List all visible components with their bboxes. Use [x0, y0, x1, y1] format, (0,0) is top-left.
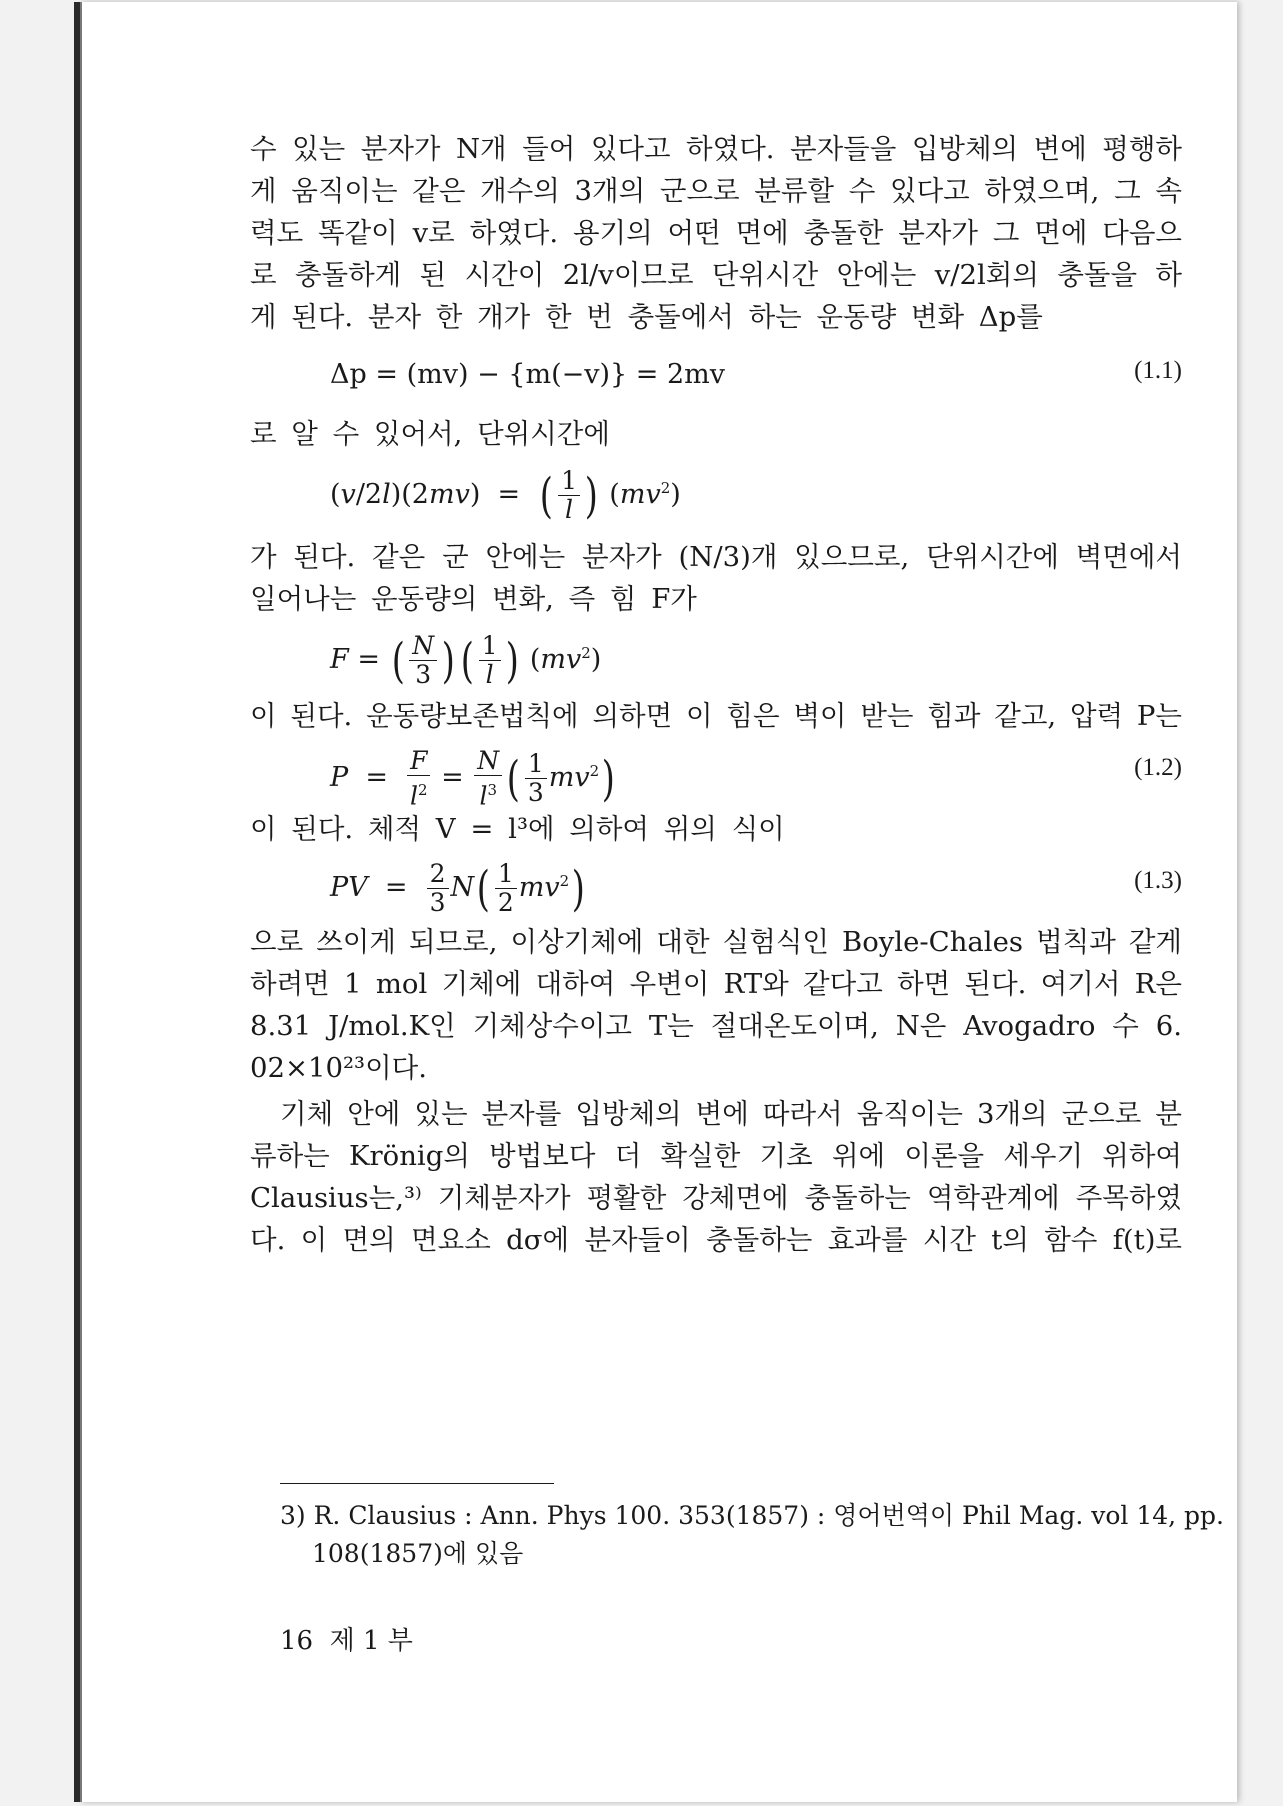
body-line: 력도 똑같이 v로 하였다. 용기의 어떤 면에 충돌한 분자가 그 면에 다음으	[250, 217, 1182, 249]
body-line: 으로 쓰이게 되므로, 이상기체에 대한 실험식인 Boyle-Chales 법칙과 같게	[250, 926, 1182, 958]
equation-momentum-per-time: (v/2l)(2mv) = ( $\frac{1}{l}$ ) $(mv^2)$	[330, 466, 681, 524]
body-line: 8.31 J/mol.K인 기체상수이고 T는 절대온도이며, N은 Avogadro 수 6.	[250, 1010, 1182, 1042]
body-line: 기체 안에 있는 분자를 입방체의 변에 따라서 움직이는 3개의 군으로 분	[280, 1098, 1182, 1130]
body-line: 일어나는 운동량의 변화, 즉 힘 F가	[250, 583, 697, 615]
body-line: 수 있는 분자가 N개 들어 있다고 하였다. 분자들을 입방체의 변에 평행하	[250, 133, 1182, 165]
body-line: Clausius는,³⁾ 기체분자가 평활한 강체면에 충돌하는 역학관계에 주목하였	[250, 1182, 1182, 1214]
body-line: 게 된다. 분자 한 개가 한 번 충돌에서 하는 운동량 변화 Δp를	[250, 301, 1043, 333]
body-line: 게 움직이는 같은 개수의 3개의 군으로 분류할 수 있다고 하였으며, 그 속	[250, 175, 1182, 207]
equation-text: P = $\frac{F}{l^2}$ = $\frac{N}{l^3}$ ( $\frac{1}{3}$ $mv^2$)	[330, 746, 616, 811]
body-line: 하려면 1 mol 기체에 대하여 우변이 RT와 같다고 하면 된다. 여기서 R은	[250, 968, 1182, 1000]
body-line: 로 알 수 있어서, 단위시간에	[250, 418, 610, 450]
page-footer	[280, 1620, 413, 1657]
equation-number: (1.2)	[1134, 754, 1182, 781]
equation-force: F = ( $\frac{N}{3}$ ) ( $\frac{1}{l}$ ) $(mv^2)$	[330, 631, 602, 689]
body-line: 류하는 Krönig의 방법보다 더 확실한 기초 위에 이론을 세우기 위하여	[250, 1140, 1182, 1172]
body-line: 02×10²³이다.	[250, 1052, 427, 1084]
footnote-divider	[280, 1483, 554, 1484]
equation-text: (v/2l)(2mv) =	[330, 479, 538, 510]
fraction: $\frac{1}{l}$	[558, 467, 580, 524]
footnote-line: 108(1857)에 있음	[312, 1539, 524, 1568]
footnote-line: 3) R. Clausius : Ann. Phys 100. 353(1857) : 영어번역이 Phil Mag. vol 14, pp.	[280, 1501, 1225, 1530]
body-line: 이 된다. 운동량보존법칙에 의하면 이 힘은 벽이 받는 힘과 같고, 압력 P는	[250, 700, 1182, 732]
body-line: 이 된다. 체적 V = l³에 의하여 위의 식이	[250, 813, 785, 845]
equation-text: Δp = (mv) − {m(−v)} = 2mv	[330, 359, 726, 390]
body-line: 로 충돌하게 된 시간이 2l/v이므로 단위시간 안에는 v/2l회의 충돌을 하	[250, 259, 1182, 291]
part-label: 제 1 부	[329, 1626, 413, 1656]
body-line: 다. 이 면의 면요소 dσ에 분자들이 충돌하는 효과를 시간 t의 함수 f(t)로	[250, 1224, 1182, 1256]
equation-number: (1.1)	[1134, 357, 1182, 384]
equation-text: PV = $\frac{2}{3}$ N( $\frac{1}{2}$ $mv^2$)	[330, 859, 586, 917]
book-page	[80, 2, 1237, 1802]
equation-number: (1.3)	[1134, 867, 1182, 894]
page-number: 16	[280, 1626, 314, 1656]
body-line: 가 된다. 같은 군 안에는 분자가 (N/3)개 있으므로, 단위시간에 벽면에서	[250, 541, 1182, 573]
